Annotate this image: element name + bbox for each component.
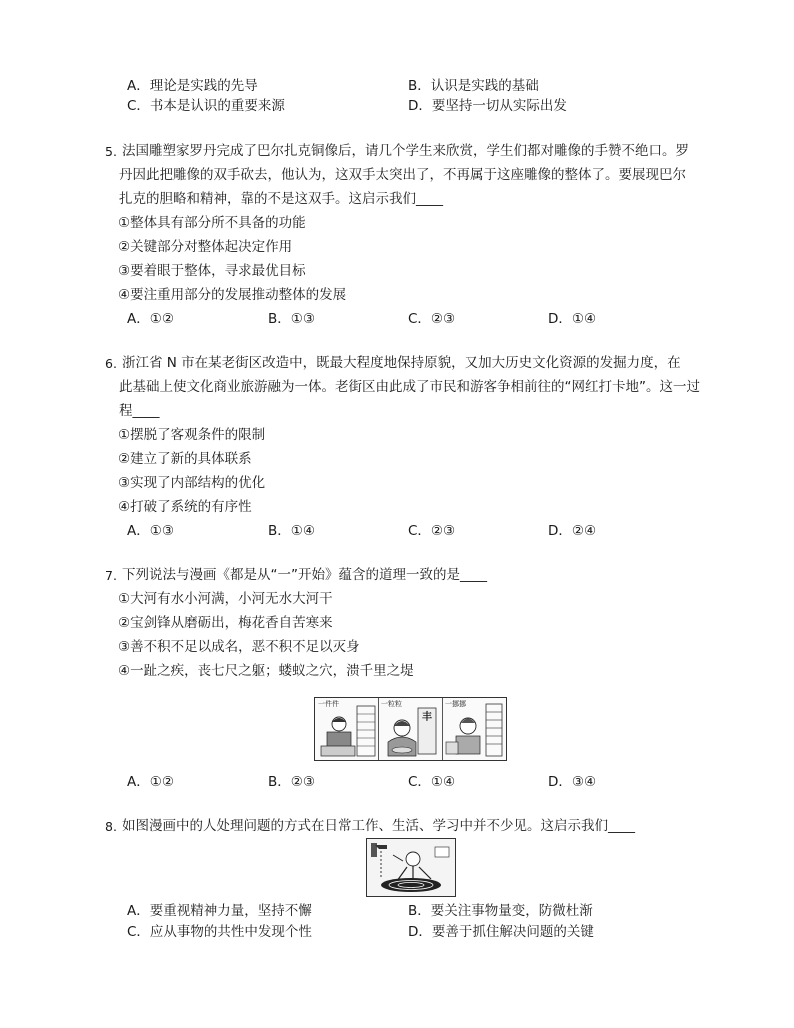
- q5-option-d: D．①④: [548, 311, 597, 327]
- q5-option-b: B．①③: [268, 311, 315, 327]
- q6-option-d: D．②④: [548, 523, 597, 539]
- q5-option-c: C．②③: [408, 311, 456, 327]
- q5-option-a: A．①②: [127, 311, 174, 327]
- q4-option-b: B．认识是实践的基础: [408, 78, 539, 94]
- q8-comic: [366, 838, 456, 897]
- comic-panel: [378, 698, 443, 760]
- comic-caption: 一挪挪: [445, 700, 466, 708]
- q7-stem-line: 下列说法与漫画《都是从“一”开始》蕴含的道理一致的是____: [122, 567, 487, 583]
- comic-panel: [442, 698, 506, 760]
- q7-item: ④一趾之疾，丧七尺之躯；蝼蚁之穴，溃千里之堤: [118, 663, 414, 679]
- q5-item: ②关键部分对整体起决定作用: [118, 239, 293, 255]
- q7-item: ①大河有水小河满，小河无水大河干: [118, 591, 333, 607]
- q6-stem-line: 程____: [119, 403, 160, 419]
- q6-option-c: C．②③: [408, 523, 456, 539]
- comic-caption: 一粒粒: [381, 700, 402, 708]
- q7-option-a: A．①②: [127, 774, 174, 790]
- q6-item: ③实现了内部结构的优化: [118, 475, 266, 491]
- q8-number: 8.: [105, 819, 117, 834]
- q8-option-b: B．要关注事物量变，防微杜渐: [408, 903, 593, 919]
- q6-item: ①摆脱了客观条件的限制: [118, 427, 266, 443]
- q8-option-a: A．要重视精神力量，坚持不懈: [127, 903, 312, 919]
- q4-option-a: A．理论是实践的先导: [127, 78, 258, 94]
- q5-item: ④要注重用部分的发展推动整体的发展: [118, 287, 347, 303]
- q5-item: ③要着眼于整体，寻求最优目标: [118, 263, 306, 279]
- q6-item: ②建立了新的具体联系: [118, 451, 252, 467]
- q4-option-d: D．要坚持一切从实际出发: [408, 98, 567, 114]
- q8-option-c: C．应从事物的共性中发现个性: [127, 924, 312, 940]
- q6-stem-line: 浙江省 N 市在某老街区改造中，既最大程度地保持原貌，又加大历史文化资源的发掘力度，在: [122, 355, 681, 371]
- q7-option-c: C．①④: [408, 774, 456, 790]
- q5-item: ①整体具有部分所不具备的功能: [118, 215, 306, 231]
- comic-illustration: [378, 698, 442, 760]
- q8-stem-line: 如图漫画中的人处理问题的方式在日常工作、生活、学习中并不少见。这启示我们____: [122, 818, 635, 834]
- comic-illustration: [442, 698, 506, 760]
- q5-stem-line: 丹因此把雕像的双手砍去，他认为，这双手太突出了，不再属于这座雕像的整体了。要展现巴尔: [119, 167, 686, 183]
- comic-illustration: [367, 839, 455, 896]
- comic-panel: [315, 698, 379, 760]
- comic-illustration: [315, 698, 378, 760]
- q5-number: 5.: [105, 144, 117, 159]
- q5-stem-line: 法国雕塑家罗丹完成了巴尔扎克铜像后，请几个学生来欣赏，学生们都对雕像的手赞不绝口。罗: [122, 143, 689, 159]
- q6-item: ④打破了系统的有序性: [118, 499, 252, 515]
- q6-option-a: A．①③: [127, 523, 174, 539]
- q5-stem-line: 扎克的胆略和精神，靠的不是这双手。这启示我们____: [119, 191, 443, 207]
- q6-number: 6.: [105, 356, 117, 371]
- q6-option-b: B．①④: [268, 523, 315, 539]
- q7-item: ②宝剑锋从磨砺出，梅花香自苦寒来: [118, 615, 333, 631]
- q7-option-b: B．②③: [268, 774, 315, 790]
- q7-comic: [314, 697, 507, 761]
- comic-caption: 一件件: [318, 700, 339, 708]
- q7-option-d: D．③④: [548, 774, 597, 790]
- q4-option-c: C．书本是认识的重要来源: [127, 98, 285, 114]
- q6-stem-line: 此基础上使文化商业旅游融为一体。老街区由此成了市民和游客争相前往的“网红打卡地”。这一过: [119, 379, 700, 395]
- q7-number: 7.: [105, 568, 117, 583]
- q7-item: ③善不积不足以成名，恶不积不足以灭身: [118, 639, 360, 655]
- q8-option-d: D．要善于抓住解决问题的关键: [408, 924, 594, 940]
- comic-sign: 丰: [422, 712, 432, 723]
